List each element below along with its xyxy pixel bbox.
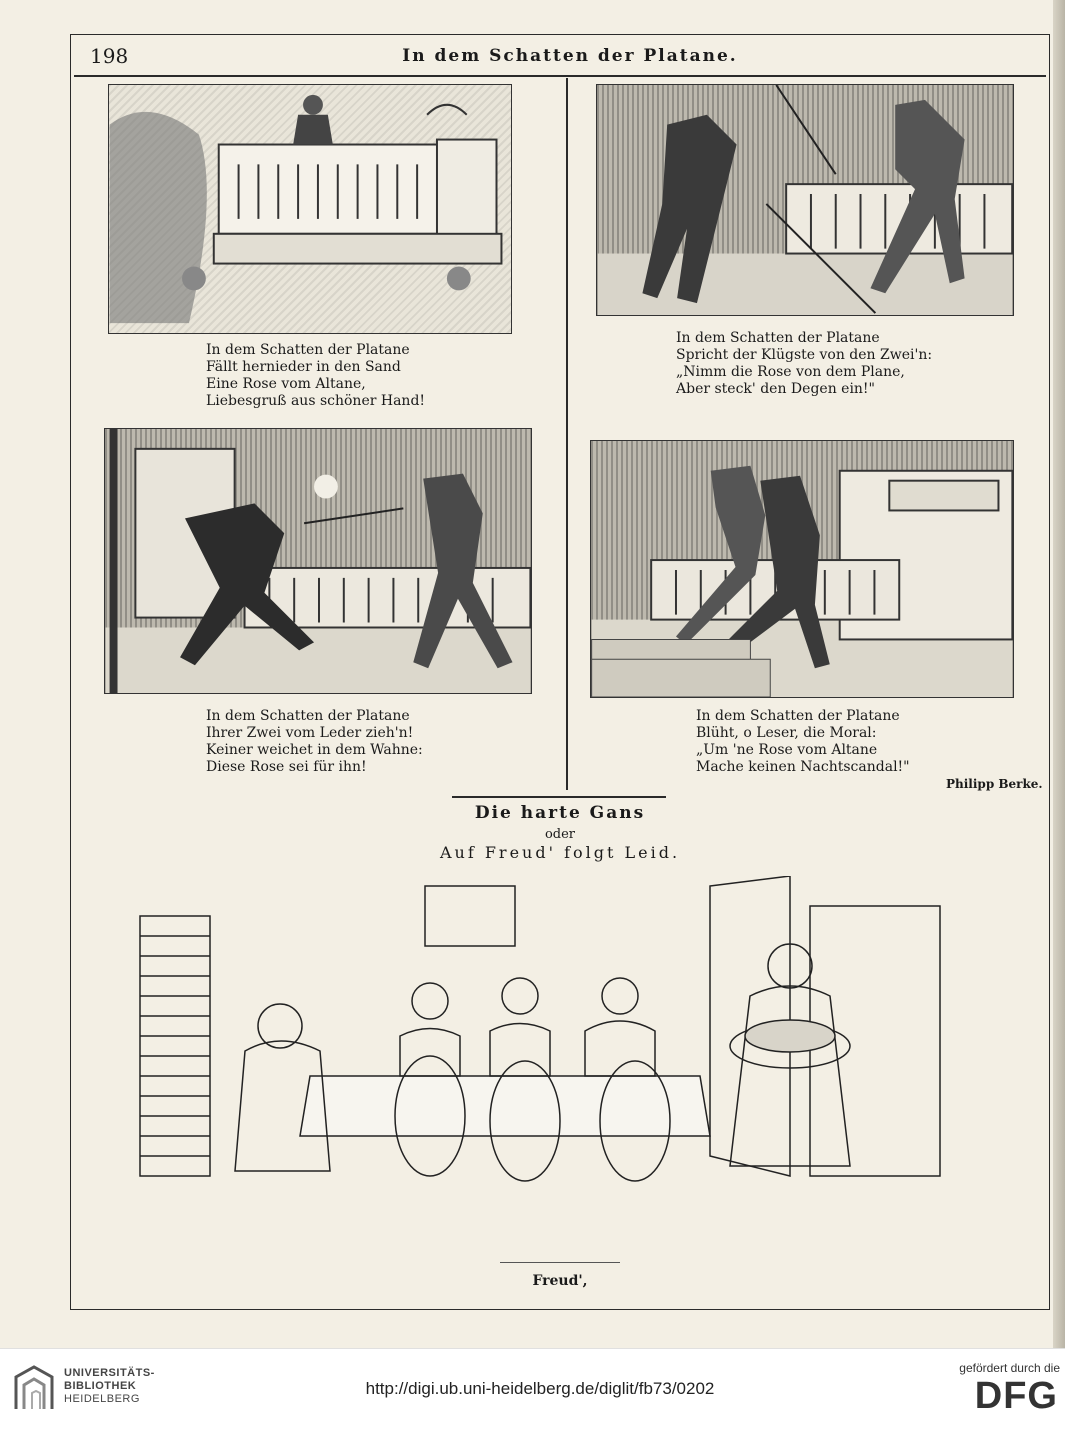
verse-4 <box>696 708 910 776</box>
page-edge <box>1053 0 1065 1348</box>
funded-by-label: gefördert durch die <box>959 1361 1060 1375</box>
verse-line: Eine Rose vom Altane, <box>206 376 366 392</box>
university-library-logo-icon <box>12 1363 58 1415</box>
illustration-dinner-scene <box>130 876 950 1216</box>
library-name-line: HEIDELBERG <box>64 1393 140 1405</box>
illustration-balcony <box>108 84 512 334</box>
author-signature: Philipp Berke. <box>946 777 1043 791</box>
illustration-two-gentlemen <box>590 440 1014 698</box>
verse-line: Ihrer Zwei vom Leder zieh'n! <box>206 725 414 741</box>
two-gentlemen-drawing <box>591 441 1013 697</box>
second-piece-subtitle: Auf Freud' folgt Leid. <box>439 843 681 862</box>
verse-1 <box>206 342 425 410</box>
dfg-logo: DFG <box>974 1375 1058 1417</box>
library-name-line: UNIVERSITÄTS- <box>64 1367 155 1379</box>
illustration-fencers-meeting <box>596 84 1014 316</box>
verse-line: Aber steck' den Degen ein!" <box>676 381 876 397</box>
verse-2 <box>676 330 932 398</box>
verse-line: Blüht, o Leser, die Moral: <box>696 725 877 741</box>
verse-line: Liebesgruß aus schöner Hand! <box>206 393 426 409</box>
title-rule <box>74 75 1046 77</box>
permalink-url[interactable]: http://digi.ub.uni-heidelberg.de/diglit/fb73/0202 <box>365 1379 715 1398</box>
night-duel-drawing <box>105 429 531 693</box>
verse-line: „Um 'ne Rose vom Altane <box>696 742 878 758</box>
verse-3 <box>206 708 423 776</box>
verse-line: Mache keinen Nachtscandal!" <box>696 759 910 775</box>
library-name-line: BIBLIOTHEK <box>64 1380 137 1392</box>
library-name <box>64 1367 155 1406</box>
verse-line: Fällt hernieder in den Sand <box>206 359 401 375</box>
verse-line: „Nimm die Rose von dem Plane, <box>676 364 905 380</box>
verse-line: Keiner weichet in dem Wahne: <box>206 742 423 758</box>
page-title: In dem Schatten der Platane. <box>402 46 738 66</box>
verse-line: In dem Schatten der Platane <box>206 708 410 724</box>
dinner-scene-drawing <box>130 876 950 1216</box>
verse-line: In dem Schatten der Platane <box>696 708 900 724</box>
verse-line: In dem Schatten der Platane <box>676 330 880 346</box>
verse-line: Diese Rose sei für ihn! <box>206 759 367 775</box>
balcony-drawing <box>109 85 511 333</box>
second-piece-title: Die harte Gans <box>474 803 646 823</box>
bottom-rule <box>500 1262 620 1263</box>
fencers-meeting-drawing <box>597 85 1013 315</box>
column-divider <box>566 78 568 790</box>
illustration-night-duel <box>104 428 532 694</box>
viewer-footer <box>0 1348 1065 1430</box>
section-separator <box>452 796 666 798</box>
verse-line: Spricht der Klügste von den Zwei'n: <box>676 347 933 363</box>
dinner-caption: Freud', <box>532 1273 588 1289</box>
second-piece-oder: oder <box>544 827 576 842</box>
verse-line: In dem Schatten der Platane <box>206 342 410 358</box>
page-number: 198 <box>90 44 129 68</box>
